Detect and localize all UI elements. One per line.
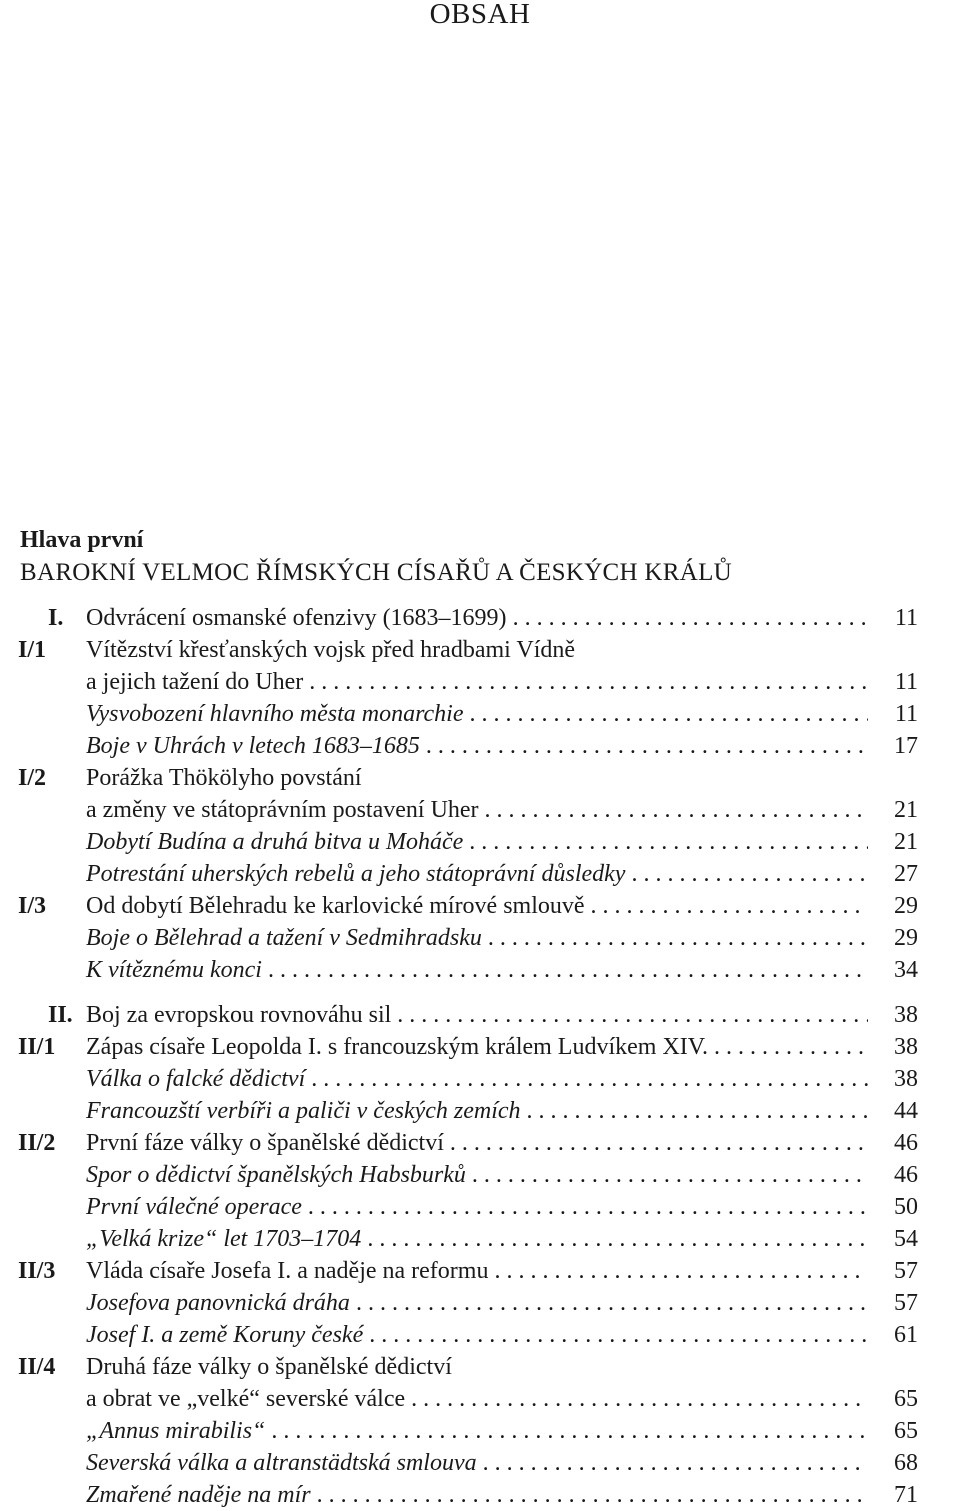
dot-leader — [356, 1287, 868, 1319]
toc-entry-title: Boj za evropskou rovnováhu sil — [86, 1002, 392, 1028]
dot-leader — [591, 890, 868, 922]
toc-entry-page-number: 65 — [894, 1418, 918, 1444]
toc-entry-page-number: 61 — [894, 1322, 918, 1348]
toc-entry — [0, 1159, 960, 1191]
dot-leader — [311, 1063, 868, 1095]
dot-leader — [367, 1223, 868, 1255]
toc-entry — [0, 1191, 960, 1223]
toc-entry-page-number: 29 — [894, 893, 918, 919]
toc-entry-title: „Velká krize“ let 1703–1704 — [86, 1226, 362, 1252]
toc-entry — [0, 666, 960, 698]
toc-entry-code: II/2 — [18, 1130, 56, 1156]
toc-entry-title: První fáze války o španělské dědictví — [86, 1130, 444, 1156]
toc-entry-page-number: 38 — [894, 1034, 918, 1060]
toc-entry — [0, 1063, 960, 1095]
toc-entry-title: Od dobytí Bělehradu ke karlovické mírové smlouvě — [86, 893, 585, 919]
toc-entry-page-number: 11 — [894, 605, 918, 631]
toc-entry-title: První válečné operace — [86, 1194, 302, 1220]
dot-leader — [426, 730, 868, 762]
toc-entry — [0, 1095, 960, 1127]
toc-entry-page-number: 17 — [894, 733, 918, 759]
dot-leader — [513, 602, 868, 634]
toc-entry — [0, 1127, 960, 1159]
toc-entry-title: Porážka Thökölyho povstání — [86, 765, 362, 791]
toc-entry — [0, 1351, 960, 1383]
toc-entry-title: Potrestání uherských rebelů a jeho státoprávní důsledky — [86, 861, 626, 887]
toc-entry-title: Francouzští verbíři a paliči v českých zemích — [86, 1098, 521, 1124]
dot-leader — [714, 1031, 868, 1063]
dot-leader — [369, 1319, 868, 1351]
dot-leader — [397, 999, 868, 1031]
toc-entry — [0, 999, 960, 1031]
dot-leader — [488, 922, 868, 954]
toc-entry — [0, 826, 960, 858]
toc-entry — [0, 1415, 960, 1447]
toc-entry-page-number: 29 — [894, 925, 918, 951]
toc-entry — [0, 858, 960, 890]
dot-leader — [483, 1447, 868, 1479]
toc-entry — [0, 890, 960, 922]
toc-entry — [0, 698, 960, 730]
toc-entry — [0, 794, 960, 826]
toc-entry-title: Zmařené naděje na mír — [86, 1482, 311, 1508]
toc-entry-code: I/3 — [18, 893, 47, 919]
toc-entry-page-number: 46 — [894, 1130, 918, 1156]
dot-leader — [309, 666, 868, 698]
dot-leader — [470, 698, 869, 730]
toc-entry-page-number: 34 — [894, 957, 918, 983]
toc-entry-title: Severská válka a altranstädtská smlouva — [86, 1450, 477, 1476]
toc-entry-page-number: 38 — [894, 1002, 918, 1028]
toc-entry-page-number: 50 — [894, 1194, 918, 1220]
dot-leader — [631, 858, 868, 890]
toc-entry-page-number: 11 — [894, 701, 918, 727]
toc-entry-title: „Annus mirabilis“ — [86, 1418, 266, 1444]
toc-entry-page-number: 21 — [894, 829, 918, 855]
chapter-label: Hlava první — [20, 527, 144, 553]
toc-entry-code: II. — [48, 1002, 73, 1028]
toc-entry-code: II/1 — [18, 1034, 56, 1060]
toc-entry-title: Zápas císaře Leopolda I. s francouzským králem Ludvíkem XIV. — [86, 1034, 709, 1060]
toc-entry-title: Spor o dědictví španělských Habsburků — [86, 1162, 466, 1188]
toc-entry-title: Odvrácení osmanské ofenzivy (1683–1699) — [86, 605, 507, 631]
toc-entry-title: Vítězství křesťanských vojsk před hradbami Vídně — [86, 637, 576, 663]
toc-entry — [0, 954, 960, 986]
toc-entry — [0, 1287, 960, 1319]
toc-entry-page-number: 65 — [894, 1386, 918, 1412]
dot-leader — [268, 954, 868, 986]
chapter-title: BAROKNÍ VELMOC ŘÍMSKÝCH CÍSAŘŮ A ČESKÝCH KRÁLŮ — [20, 559, 733, 586]
toc-entry-page-number: 71 — [894, 1482, 918, 1508]
toc-entry-page-number: 57 — [894, 1258, 918, 1284]
toc-entry-title: a jejich tažení do Uher — [86, 669, 304, 695]
toc-entry-page-number: 46 — [894, 1162, 918, 1188]
toc-entry-title: Válka o falcké dědictví — [86, 1066, 306, 1092]
toc-entry-code: II/3 — [18, 1258, 56, 1284]
toc-entry-title: Vláda císaře Josefa I. a naděje na reformu — [86, 1258, 489, 1284]
toc-entry — [0, 1447, 960, 1479]
dot-leader — [472, 1159, 868, 1191]
toc-entry-code: I/1 — [18, 637, 47, 663]
toc-entry-page-number: 21 — [894, 797, 918, 823]
toc-entry — [0, 634, 960, 666]
toc-entry-title: K vítěznému konci — [86, 957, 262, 983]
page-title: OBSAH — [429, 0, 531, 30]
toc-entry — [0, 1383, 960, 1415]
toc-entry-page-number: 38 — [894, 1066, 918, 1092]
toc-entry-title: Josefova panovnická dráha — [86, 1290, 350, 1316]
toc-entry-title: Boje v Uhrách v letech 1683–1685 — [86, 733, 420, 759]
toc-entry-code: I. — [48, 605, 64, 631]
toc-entry-page-number: 54 — [894, 1226, 918, 1252]
toc-entry-code: II/4 — [18, 1354, 56, 1380]
toc-entry-page-number: 68 — [894, 1450, 918, 1476]
toc-entry-page-number: 11 — [894, 669, 918, 695]
toc-entry-code: I/2 — [18, 765, 47, 791]
toc-entry — [0, 730, 960, 762]
toc-entry-page-number: 57 — [894, 1290, 918, 1316]
dot-leader — [308, 1191, 868, 1223]
toc-entry-title: Dobytí Budína a druhá bitva u Moháče — [86, 829, 464, 855]
dot-leader — [271, 1415, 868, 1447]
toc-entry-title: a obrat ve „velké“ severské válce — [86, 1386, 406, 1412]
toc-entry-page-number: 44 — [894, 1098, 918, 1124]
dot-leader — [411, 1383, 868, 1415]
toc-entry — [0, 1479, 960, 1511]
toc-entry — [0, 1255, 960, 1287]
toc-entry — [0, 1319, 960, 1351]
toc-entry — [0, 762, 960, 794]
toc-entry-title: Boje o Bělehrad a tažení v Sedmihradsku — [86, 925, 482, 951]
toc-entry — [0, 922, 960, 954]
dot-leader — [527, 1095, 868, 1127]
toc-entry-title: a změny ve státoprávním postavení Uher — [86, 797, 479, 823]
dot-leader — [485, 794, 868, 826]
toc-entry — [0, 1223, 960, 1255]
toc-entry-title: Vysvobození hlavního města monarchie — [86, 701, 464, 727]
dot-leader — [317, 1479, 868, 1511]
toc-entry-title: Druhá fáze války o španělské dědictví — [86, 1354, 452, 1380]
toc-entry-title: Josef I. a země Koruny české — [86, 1322, 364, 1348]
toc-entry — [0, 1031, 960, 1063]
toc-entry-page-number: 27 — [894, 861, 918, 887]
dot-leader — [450, 1127, 868, 1159]
dot-leader — [494, 1255, 868, 1287]
toc-entry — [0, 602, 960, 634]
dot-leader — [469, 826, 868, 858]
